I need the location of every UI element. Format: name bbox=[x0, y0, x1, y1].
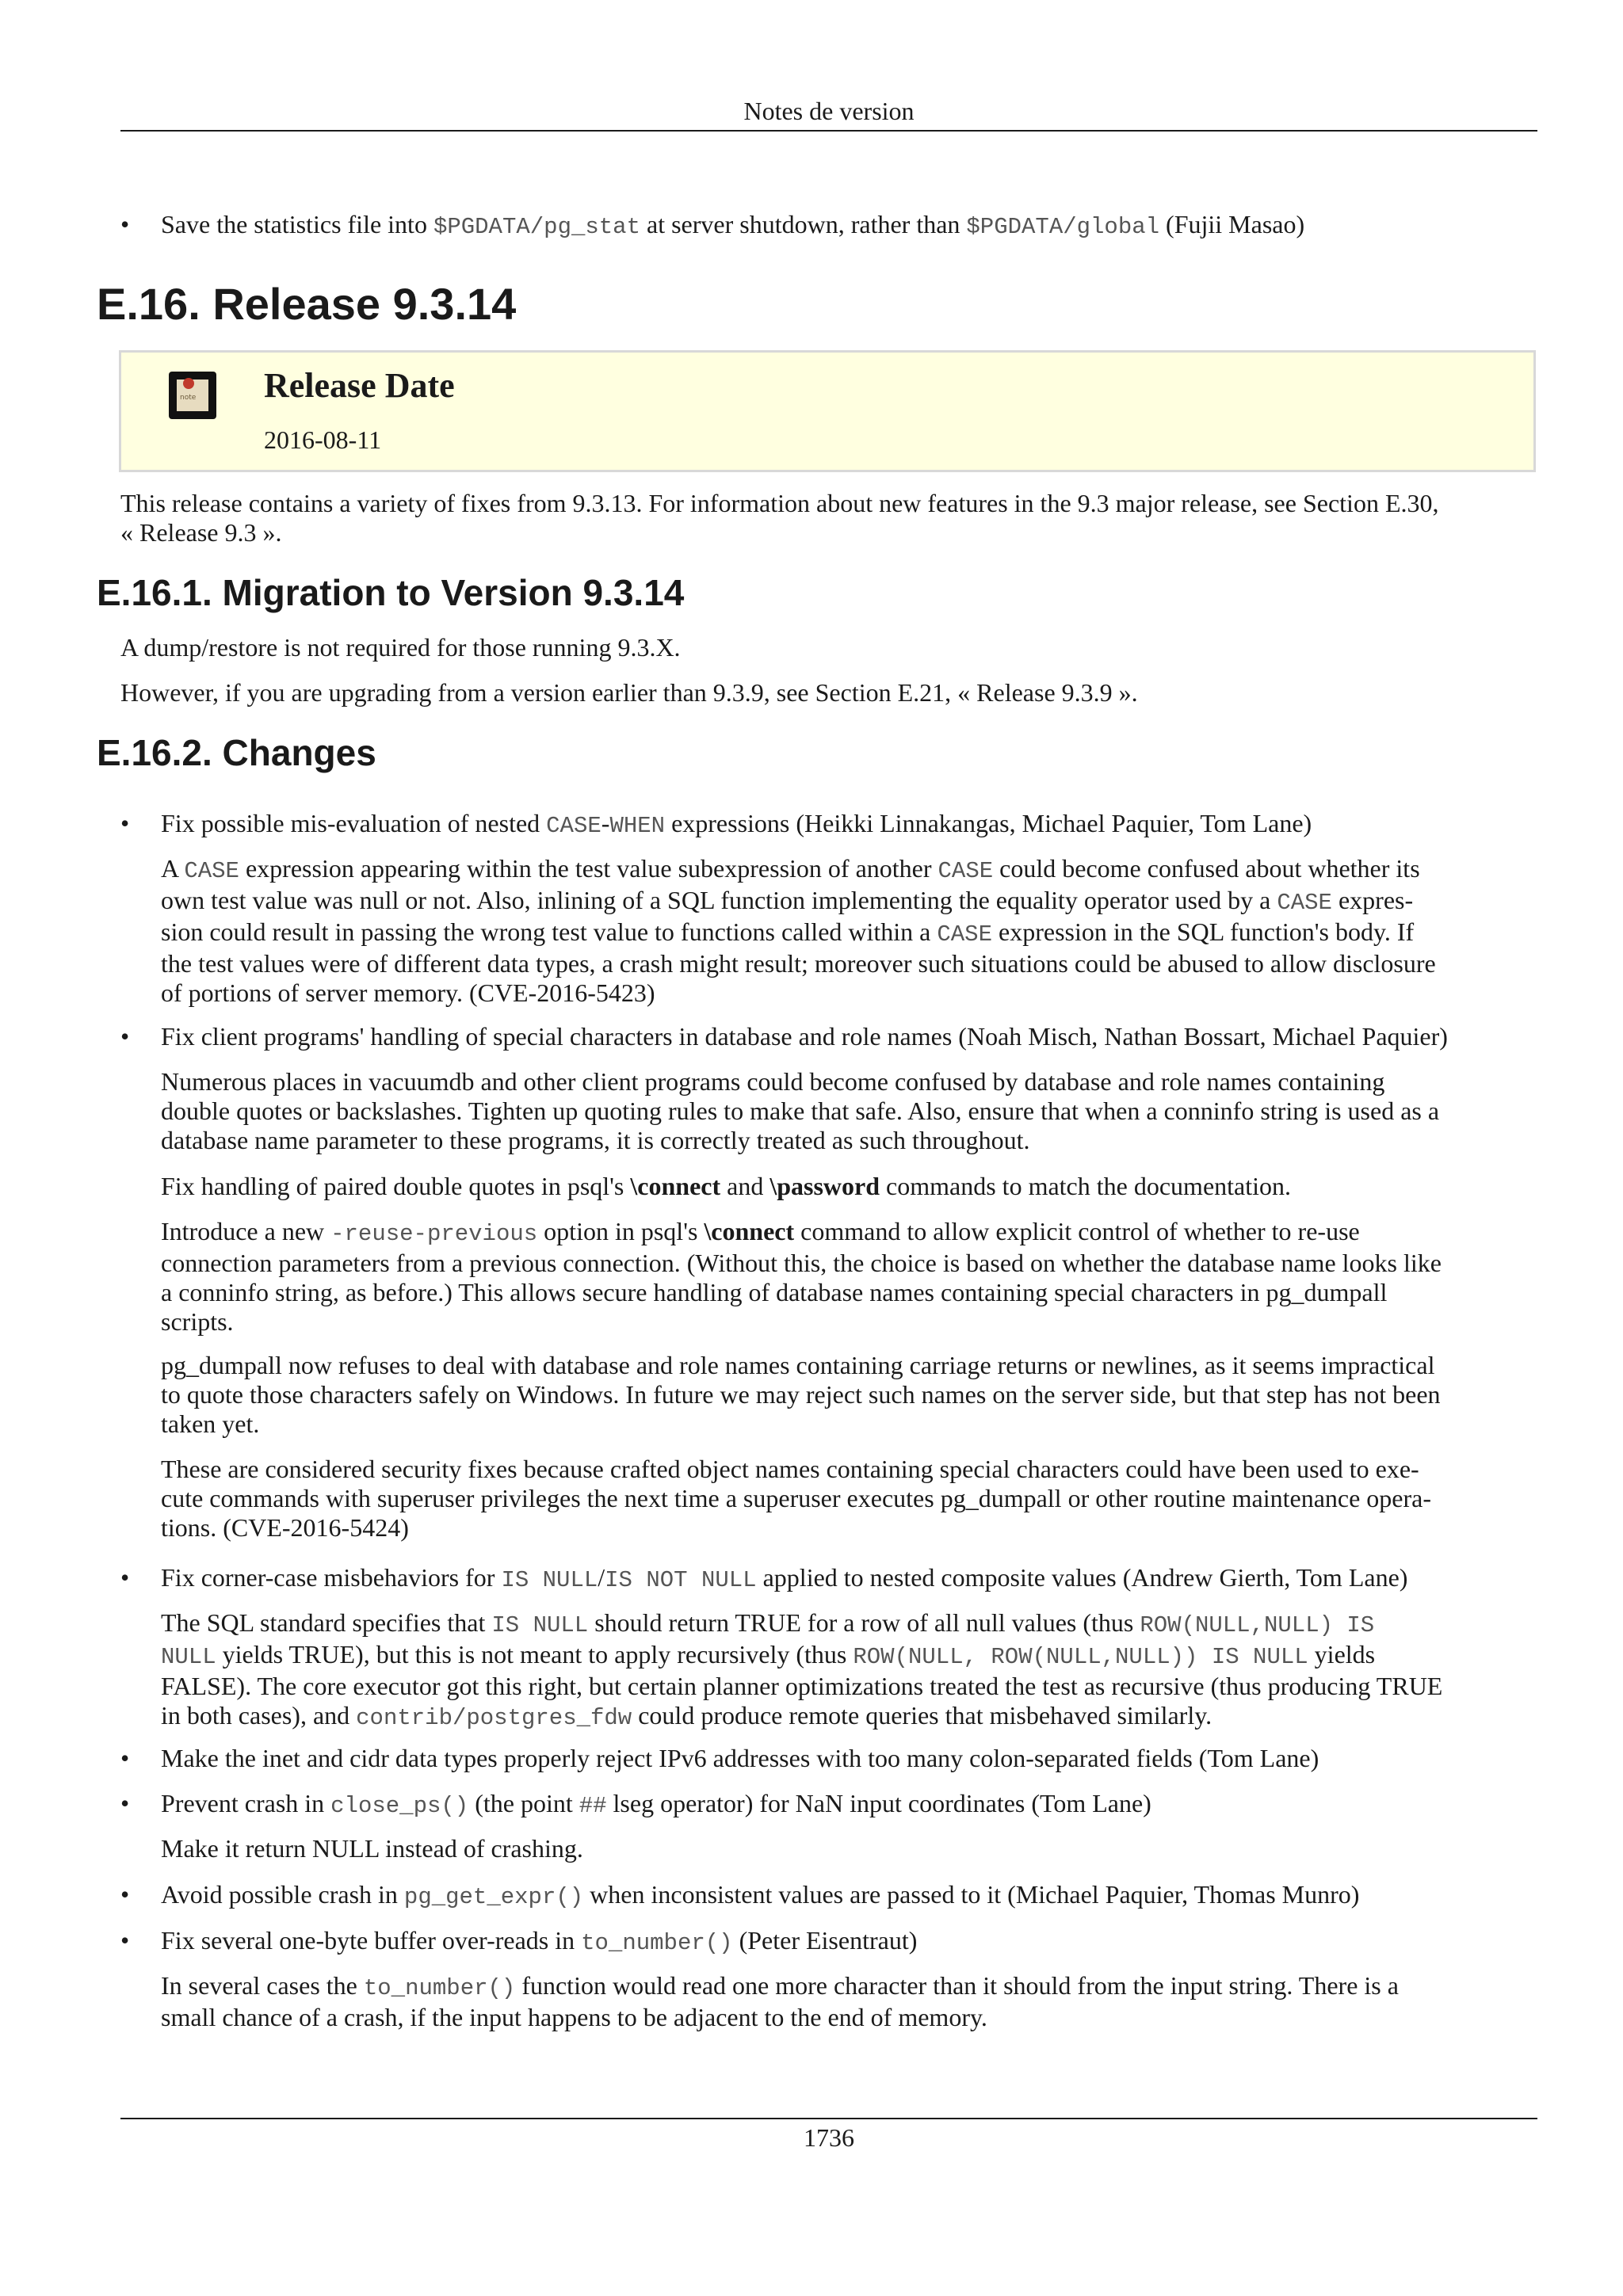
release-date-note bbox=[119, 350, 1536, 472]
paragraph: These are considered security fixes because crafted object names containing special characters could have been used to exe- cute commands with superuser privileges the next time a superuser executes pg_dumpall or other routine maintenance opera- tions. (CVE-2016-5424) bbox=[161, 1455, 1432, 1542]
release-date: 2016-08-11 bbox=[264, 425, 382, 454]
intro-line-2: « Release 9.3 ». bbox=[120, 518, 282, 547]
footer-rule bbox=[120, 2118, 1537, 2119]
migration-para-2: However, if you are upgrading from a version earlier than 9.3.9, see Section E.21, « Release 9.3.9 ». bbox=[120, 678, 1138, 707]
bullet-marker: • bbox=[120, 1789, 130, 1817]
paragraph: Introduce a new -reuse-previous option in psql's \connect command to allow explicit control of whether to re-use connection parameters from a previous connection. (Without this, the choice is based on whether the database name looks like a conninfo string, as before.) This allows secure handling of database names containing special characters in pg_dumpall scripts. bbox=[161, 1217, 1442, 1336]
list-item-head: Make the inet and cidr data types properly reject IPv6 addresses with too many colon-separated fields (Tom Lane) bbox=[161, 1744, 1319, 1772]
paragraph: pg_dumpall now refuses to deal with database and role names containing carriage returns or newlines, as it seems impractical to quote those characters safely on Windows. In future we may reject such names on the server side, but that step has not been taken yet. bbox=[161, 1351, 1441, 1438]
bullet-marker: • bbox=[120, 1926, 130, 1955]
page-number: 1736 bbox=[804, 2123, 854, 2152]
paragraph: A CASE expression appearing within the test value subexpression of another CASE could become confused about whether its own test value was null or not. Also, inlining of a SQL function implementing the equality operator used by a CASE expres- sion could result in passing the wrong test value to functions called within a CASE expression in the SQL function's body. If the test values were of different data types, a crash might result; moreover such situations could be abused to allow disclosure of portions of server memory. (CVE-2016-5423) bbox=[161, 854, 1436, 1007]
section-title: E.16. Release 9.3.14 bbox=[97, 279, 517, 329]
subsection-title-migration: E.16.1. Migration to Version 9.3.14 bbox=[97, 572, 685, 613]
bullet-marker: • bbox=[120, 809, 130, 837]
bullet-marker: • bbox=[120, 1880, 130, 1909]
subsection-title-changes: E.16.2. Changes bbox=[97, 732, 376, 773]
note-icon: note bbox=[169, 372, 216, 419]
paragraph: In several cases the to_number() function would read one more character than it should from the input string. There is a small chance of a crash, if the input happens to be adjacent to the end of memory. bbox=[161, 1971, 1399, 2031]
bullet-marker: • bbox=[120, 210, 130, 238]
bullet-marker: • bbox=[120, 1744, 130, 1772]
list-item-head: Avoid possible crash in pg_get_expr() when inconsistent values are passed to it (Michael Paquier, Thomas Munro) bbox=[161, 1880, 1360, 1910]
header-title: Notes de version bbox=[743, 97, 915, 125]
note-heading: Release Date bbox=[264, 366, 455, 405]
list-item-head: Prevent crash in close_ps() (the point ## lseg operator) for NaN input coordinates (Tom Lane) bbox=[161, 1789, 1151, 1819]
list-item-head: Fix possible mis-evaluation of nested CASE-WHEN expressions (Heikki Linnakangas, Michael Paquier, Tom Lane) bbox=[161, 809, 1312, 839]
paragraph: Make it return NULL instead of crashing. bbox=[161, 1834, 583, 1863]
paragraph: Numerous places in vacuumdb and other client programs could become confused by database and role names containing double quotes or backslashes. Tighten up quoting rules to make that safe. Also, ensure that when a conninfo string is used as a database name parameter to these programs, it is correctly treated as such throughout. bbox=[161, 1067, 1440, 1154]
list-item-head: Fix corner-case misbehaviors for IS NULL/IS NOT NULL applied to nested composite values (Andrew Gierth, Tom Lane) bbox=[161, 1563, 1408, 1593]
running-header bbox=[120, 92, 1537, 132]
intro-line-1: This release contains a variety of fixes from 9.3.13. For information about new features in the 9.3 major release, see Section E.30, bbox=[120, 489, 1439, 517]
paragraph: The SQL standard specifies that IS NULL should return TRUE for a row of all null values (thus ROW(NULL,NULL) IS NULL yields TRUE), but this is not meant to apply recursively (thus ROW(NULL, ROW(NULL,NULL)) IS NULL yields FALSE). The core executor got this right, but certain planner optimizations treated the test as recursive (thus producing TRUE in both cases), and contrib/postgres_fdw could produce remote queries that misbehaved similarly. bbox=[161, 1608, 1443, 1731]
bullet-marker: • bbox=[120, 1022, 130, 1051]
list-item-head: Fix several one-byte buffer over-reads in to_number() (Peter Eisentraut) bbox=[161, 1926, 918, 1956]
list-item: Save the statistics file into $PGDATA/pg_stat at server shutdown, rather than $PGDATA/global (Fujii Masao) bbox=[161, 210, 1305, 240]
list-item-head: Fix client programs' handling of special characters in database and role names (Noah Misch, Nathan Bossart, Michael Paquier) bbox=[161, 1022, 1448, 1051]
migration-para-1: A dump/restore is not required for those running 9.3.X. bbox=[120, 633, 681, 662]
bullet-marker: • bbox=[120, 1563, 130, 1592]
paragraph: Fix handling of paired double quotes in psql's \connect and \password commands to match the documentation. bbox=[161, 1172, 1292, 1200]
